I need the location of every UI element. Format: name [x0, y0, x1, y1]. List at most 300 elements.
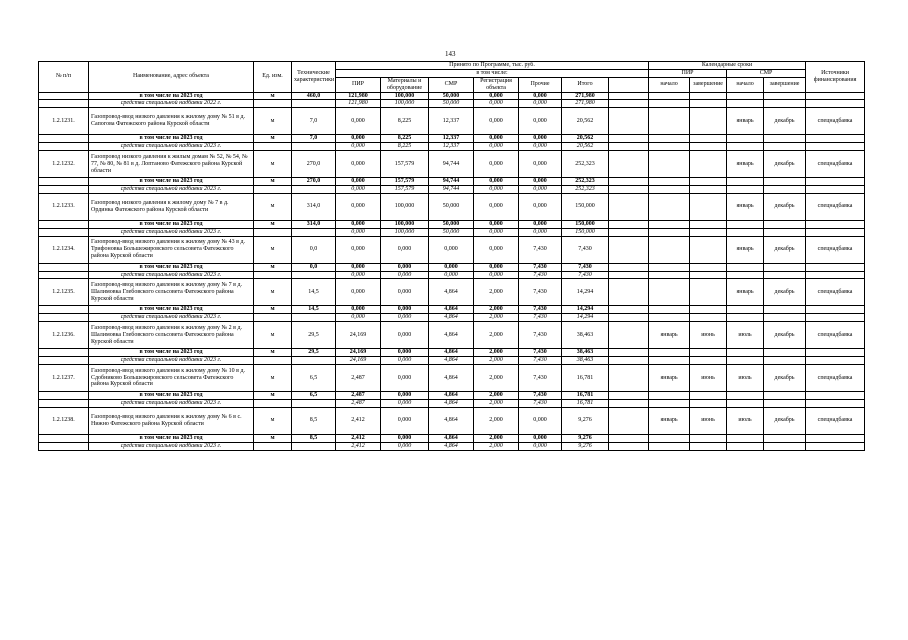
- total-cell: 7,430: [562, 271, 609, 279]
- pir-cell: 2,487: [336, 365, 381, 392]
- total-cell: 150,000: [562, 220, 609, 228]
- table-row-total: [39, 434, 865, 442]
- tech-cell: 7,0: [292, 108, 336, 135]
- other-cell: 0,000: [519, 108, 562, 135]
- tech-cell: [292, 143, 336, 151]
- year-total-label: в том числе на 2023 год: [89, 263, 254, 271]
- header-tech: Технические характеристики: [292, 62, 336, 93]
- blank-cell: [649, 314, 690, 322]
- blank-cell: [727, 92, 764, 100]
- smr-end-cell: декабрь: [764, 108, 806, 135]
- blank-cell: [806, 392, 865, 400]
- other-cell: 0,000: [519, 178, 562, 186]
- blank-cell: [690, 220, 727, 228]
- blank-cell: [764, 92, 806, 100]
- header-smr-end: завершение: [764, 77, 806, 92]
- blank-cell: [690, 306, 727, 314]
- blank-cell: [764, 220, 806, 228]
- unit-cell: м: [254, 236, 292, 263]
- other-cell: 0,000: [519, 151, 562, 178]
- fund-label: средства специальной надбавки 2023 г.: [89, 314, 254, 322]
- blank-cell: [39, 143, 89, 151]
- total-cell: 16,781: [562, 399, 609, 407]
- blank-cell: [690, 92, 727, 100]
- table-row-total: [39, 392, 865, 400]
- blank-cell: [727, 392, 764, 400]
- unit-cell: [254, 314, 292, 322]
- reg-cell: 0,000: [474, 178, 519, 186]
- reg-cell: 2,000: [474, 434, 519, 442]
- smr-cell: 4,864: [429, 314, 474, 322]
- reg-cell: 2,000: [474, 392, 519, 400]
- total-cell: 14,294: [562, 314, 609, 322]
- reg-cell: 2,000: [474, 279, 519, 306]
- blank-cell: [727, 178, 764, 186]
- blank-cell: [764, 306, 806, 314]
- total-cell: 150,000: [562, 193, 609, 220]
- object-name: Газопровод-ввод низкого давления к жилому дому № 7 в д. Шалимовка Глебовского сельсовета Фатежского района Курской области: [89, 279, 254, 306]
- year-total-label: в том числе на 2023 год: [89, 178, 254, 186]
- blank-cell: [806, 263, 865, 271]
- tech-cell: [292, 228, 336, 236]
- other-cell: 7,430: [519, 279, 562, 306]
- header-calendar: Календарные сроки: [649, 62, 806, 70]
- blank-cell: [649, 220, 690, 228]
- smr-cell: 4,864: [429, 365, 474, 392]
- table-header: [39, 62, 865, 93]
- table-row-sub: [39, 100, 865, 108]
- header-pir: ПИР: [336, 77, 381, 92]
- unit-cell: м: [254, 108, 292, 135]
- pir-cell: 0,000: [336, 228, 381, 236]
- blank-cell: [39, 314, 89, 322]
- blank-cell: [649, 357, 690, 365]
- unit-cell: [254, 186, 292, 194]
- blank-cell: [39, 220, 89, 228]
- unit-cell: м: [254, 220, 292, 228]
- table-row-total: [39, 306, 865, 314]
- pir-cell: 2,412: [336, 434, 381, 442]
- reg-cell: 2,000: [474, 314, 519, 322]
- blank-cell: [39, 100, 89, 108]
- blank-cell: [609, 322, 649, 349]
- header-cost-group: Принято по Программе, тыс. руб.: [336, 62, 649, 70]
- blank-cell: [727, 349, 764, 357]
- unit-cell: м: [254, 365, 292, 392]
- blank-cell: [764, 392, 806, 400]
- tech-cell: 314,0: [292, 220, 336, 228]
- tech-cell: 270,0: [292, 151, 336, 178]
- table-row-sub: [39, 186, 865, 194]
- pir-cell: 24,169: [336, 322, 381, 349]
- blank-cell: [39, 271, 89, 279]
- blank-cell: [727, 357, 764, 365]
- smr-cell: 94,744: [429, 178, 474, 186]
- blank-cell: [727, 143, 764, 151]
- blank-cell: [609, 100, 649, 108]
- blank-cell: [727, 442, 764, 450]
- tech-cell: [292, 399, 336, 407]
- smr-cell: 4,864: [429, 399, 474, 407]
- header-name: Наименование, адрес объекта: [89, 62, 254, 93]
- header-source: Источники финансирования: [806, 62, 865, 93]
- tech-cell: 14,5: [292, 306, 336, 314]
- other-cell: 7,430: [519, 271, 562, 279]
- page-number: 143: [445, 50, 456, 58]
- blank-cell: [609, 263, 649, 271]
- unit-cell: [254, 143, 292, 151]
- unit-cell: [254, 271, 292, 279]
- reg-cell: 0,000: [474, 151, 519, 178]
- smr-cell: 4,864: [429, 322, 474, 349]
- row-number: 1.2.1234.: [39, 236, 89, 263]
- blank-cell: [806, 178, 865, 186]
- blank-cell: [39, 357, 89, 365]
- blank-cell: [649, 399, 690, 407]
- blank-cell: [609, 407, 649, 434]
- blank-cell: [764, 314, 806, 322]
- smr-cell: 0,000: [429, 263, 474, 271]
- fund-label: средства специальной надбавки 2023 г.: [89, 271, 254, 279]
- object-name: Газопровод-ввод низкого давления к жилому дому № 6 в с. Нижно Фатежского района Курской области: [89, 407, 254, 434]
- pir-end-cell: [690, 151, 727, 178]
- tech-cell: 0,0: [292, 236, 336, 263]
- row-number: 1.2.1237.: [39, 365, 89, 392]
- blank-cell: [649, 263, 690, 271]
- mat-cell: 8,225: [381, 108, 429, 135]
- total-cell: 20,562: [562, 143, 609, 151]
- smr-cell: 4,864: [429, 392, 474, 400]
- source-cell: спецнадбавка: [806, 407, 865, 434]
- pir-cell: 0,000: [336, 151, 381, 178]
- source-cell: спецнадбавка: [806, 236, 865, 263]
- other-cell: 7,430: [519, 236, 562, 263]
- blank-cell: [727, 306, 764, 314]
- blank-cell: [649, 135, 690, 143]
- pir-end-cell: [690, 236, 727, 263]
- smr-cell: 12,337: [429, 143, 474, 151]
- tech-cell: 6,5: [292, 365, 336, 392]
- blank-cell: [39, 392, 89, 400]
- blank-cell: [39, 135, 89, 143]
- header-blank: [609, 77, 649, 92]
- pir-end-cell: [690, 108, 727, 135]
- other-cell: 0,000: [519, 92, 562, 100]
- blank-cell: [764, 357, 806, 365]
- smr-start-cell: январь: [727, 151, 764, 178]
- pir-start-cell: [649, 279, 690, 306]
- mat-cell: 0,000: [381, 306, 429, 314]
- smr-cell: 4,864: [429, 306, 474, 314]
- pir-start-cell: [649, 108, 690, 135]
- mat-cell: 0,000: [381, 357, 429, 365]
- blank-cell: [609, 151, 649, 178]
- table-row-sub: [39, 271, 865, 279]
- table-row-sub: [39, 442, 865, 450]
- total-cell: 252,323: [562, 151, 609, 178]
- pir-cell: 0,000: [336, 279, 381, 306]
- other-cell: 7,430: [519, 322, 562, 349]
- unit-cell: м: [254, 178, 292, 186]
- unit-cell: м: [254, 322, 292, 349]
- table-row-item: [39, 193, 865, 220]
- blank-cell: [609, 186, 649, 194]
- blank-cell: [690, 349, 727, 357]
- table-row-sub: [39, 314, 865, 322]
- smr-cell: 50,000: [429, 220, 474, 228]
- total-cell: 150,000: [562, 228, 609, 236]
- other-cell: 7,430: [519, 392, 562, 400]
- row-number: 1.2.1238.: [39, 407, 89, 434]
- blank-cell: [39, 434, 89, 442]
- fund-label: средства специальной надбавки 2023 г.: [89, 228, 254, 236]
- blank-cell: [690, 392, 727, 400]
- total-cell: 16,781: [562, 365, 609, 392]
- mat-cell: 100,000: [381, 228, 429, 236]
- header-materials: Материалы и оборудование: [381, 77, 429, 92]
- reg-cell: 2,000: [474, 357, 519, 365]
- blank-cell: [609, 349, 649, 357]
- mat-cell: 0,000: [381, 263, 429, 271]
- row-number: 1.2.1232.: [39, 151, 89, 178]
- blank-cell: [690, 442, 727, 450]
- blank-cell: [649, 271, 690, 279]
- blank-cell: [727, 135, 764, 143]
- table-row-sub: [39, 357, 865, 365]
- row-number: 1.2.1236.: [39, 322, 89, 349]
- mat-cell: 0,000: [381, 392, 429, 400]
- reg-cell: 0,000: [474, 228, 519, 236]
- blank-cell: [690, 143, 727, 151]
- smr-start-cell: январь: [727, 108, 764, 135]
- mat-cell: 0,000: [381, 407, 429, 434]
- blank-cell: [727, 263, 764, 271]
- blank-cell: [39, 178, 89, 186]
- mat-cell: 157,579: [381, 151, 429, 178]
- source-cell: спецнадбавка: [806, 193, 865, 220]
- unit-cell: м: [254, 151, 292, 178]
- total-cell: 9,276: [562, 442, 609, 450]
- other-cell: 7,430: [519, 314, 562, 322]
- total-cell: 252,323: [562, 186, 609, 194]
- source-cell: спецнадбавка: [806, 151, 865, 178]
- unit-cell: м: [254, 263, 292, 271]
- blank-cell: [609, 135, 649, 143]
- blank-cell: [806, 271, 865, 279]
- blank-cell: [609, 220, 649, 228]
- total-cell: 38,463: [562, 349, 609, 357]
- smr-start-cell: январь: [727, 236, 764, 263]
- total-cell: 20,562: [562, 135, 609, 143]
- pir-start-cell: [649, 236, 690, 263]
- other-cell: 0,000: [519, 220, 562, 228]
- year-total-label: в том числе на 2023 год: [89, 135, 254, 143]
- blank-cell: [806, 92, 865, 100]
- table-row-total: [39, 349, 865, 357]
- source-cell: спецнадбавка: [806, 108, 865, 135]
- blank-cell: [609, 279, 649, 306]
- object-name: Газопровод-ввод низкого давления к жилому дому № 10 в д. Сдобниково Большежировского сельсовета Фатежского района Курской области: [89, 365, 254, 392]
- tech-cell: [292, 314, 336, 322]
- table-body: [39, 92, 865, 450]
- fund-label: средства специальной надбавки 2023 г.: [89, 186, 254, 194]
- reg-cell: 0,000: [474, 92, 519, 100]
- header-smr-start: начало: [727, 77, 764, 92]
- blank-cell: [764, 399, 806, 407]
- blank-cell: [649, 143, 690, 151]
- smr-cell: 94,744: [429, 186, 474, 194]
- blank-cell: [764, 186, 806, 194]
- tech-cell: 7,0: [292, 135, 336, 143]
- table-row-item: [39, 407, 865, 434]
- blank-cell: [609, 271, 649, 279]
- blank-cell: [806, 186, 865, 194]
- blank-cell: [649, 306, 690, 314]
- blank-cell: [764, 349, 806, 357]
- fund-label: средства специальной надбавки 2023 г.: [89, 399, 254, 407]
- pir-cell: 0,000: [336, 178, 381, 186]
- header-cal-pir: ПИР: [649, 69, 727, 77]
- blank-cell: [764, 434, 806, 442]
- header-cal-smr: СМР: [727, 69, 806, 77]
- pir-cell: 0,000: [336, 271, 381, 279]
- blank-cell: [609, 434, 649, 442]
- blank-cell: [609, 178, 649, 186]
- header-smr: СМР: [429, 77, 474, 92]
- pir-cell: 0,000: [336, 263, 381, 271]
- mat-cell: 0,000: [381, 279, 429, 306]
- blank-cell: [690, 186, 727, 194]
- blank-cell: [39, 228, 89, 236]
- blank-cell: [649, 178, 690, 186]
- row-number: 1.2.1231.: [39, 108, 89, 135]
- blank-cell: [806, 357, 865, 365]
- unit-cell: [254, 442, 292, 450]
- pir-cell: 0,000: [336, 236, 381, 263]
- unit-cell: м: [254, 392, 292, 400]
- mat-cell: 0,000: [381, 236, 429, 263]
- blank-cell: [727, 228, 764, 236]
- total-cell: 14,294: [562, 306, 609, 314]
- blank-cell: [649, 100, 690, 108]
- fund-label: средства специальной надбавки 2023 г.: [89, 143, 254, 151]
- blank-cell: [690, 135, 727, 143]
- smr-end-cell: декабрь: [764, 365, 806, 392]
- blank-cell: [39, 92, 89, 100]
- unit-cell: [254, 100, 292, 108]
- smr-cell: 50,000: [429, 193, 474, 220]
- smr-cell: 4,864: [429, 434, 474, 442]
- header-pir-end: завершение: [690, 77, 727, 92]
- unit-cell: м: [254, 349, 292, 357]
- blank-cell: [806, 220, 865, 228]
- pir-end-cell: [690, 279, 727, 306]
- object-name: Газопровод-ввод низкого давления к жилому дому № 51 в д. Сапогова Фатежского района Курской области: [89, 108, 254, 135]
- pir-cell: 0,000: [336, 186, 381, 194]
- year-total-label: в том числе на 2023 год: [89, 434, 254, 442]
- fund-label: средства специальной надбавки 2023 г.: [89, 357, 254, 365]
- other-cell: 0,000: [519, 228, 562, 236]
- tech-cell: [292, 357, 336, 365]
- row-number: 1.2.1233.: [39, 193, 89, 220]
- object-name: Газопровод-ввод низкого давления к жилому дому № 43 в д. Трифоновка Большежировского сельсовета Фатежского района Курской области: [89, 236, 254, 263]
- tech-cell: 460,0: [292, 92, 336, 100]
- blank-cell: [806, 349, 865, 357]
- blank-cell: [690, 357, 727, 365]
- blank-cell: [690, 271, 727, 279]
- unit-cell: м: [254, 434, 292, 442]
- header-pir-start: начало: [649, 77, 690, 92]
- blank-cell: [764, 100, 806, 108]
- unit-cell: м: [254, 92, 292, 100]
- tech-cell: [292, 100, 336, 108]
- fund-label: средства специальной надбавки 2023 г.: [89, 442, 254, 450]
- table-row-item: [39, 279, 865, 306]
- smr-end-cell: декабрь: [764, 151, 806, 178]
- smr-cell: 4,864: [429, 407, 474, 434]
- smr-start-cell: январь: [727, 279, 764, 306]
- unit-cell: м: [254, 306, 292, 314]
- reg-cell: 2,000: [474, 322, 519, 349]
- total-cell: 271,980: [562, 92, 609, 100]
- table-row-item: [39, 236, 865, 263]
- blank-cell: [649, 442, 690, 450]
- tech-cell: 29,5: [292, 322, 336, 349]
- table-row-item: [39, 151, 865, 178]
- smr-cell: 4,864: [429, 279, 474, 306]
- tech-cell: 8,5: [292, 407, 336, 434]
- table-row-total: [39, 178, 865, 186]
- pir-end-cell: июнь: [690, 407, 727, 434]
- blank-cell: [806, 228, 865, 236]
- pir-cell: 0,000: [336, 314, 381, 322]
- pir-cell: 0,000: [336, 108, 381, 135]
- program-table: [38, 61, 865, 451]
- table-row-total: [39, 263, 865, 271]
- pir-cell: 2,412: [336, 407, 381, 434]
- tech-cell: 270,0: [292, 178, 336, 186]
- total-cell: 20,562: [562, 108, 609, 135]
- reg-cell: 0,000: [474, 193, 519, 220]
- unit-cell: [254, 357, 292, 365]
- source-cell: спецнадбавка: [806, 279, 865, 306]
- year-total-label: в том числе на 2023 год: [89, 220, 254, 228]
- blank-cell: [609, 442, 649, 450]
- blank-cell: [806, 314, 865, 322]
- pir-cell: 24,169: [336, 357, 381, 365]
- year-total-label: в том числе на 2023 год: [89, 392, 254, 400]
- total-cell: 7,430: [562, 263, 609, 271]
- blank-cell: [806, 442, 865, 450]
- blank-cell: [806, 306, 865, 314]
- table-row-item: [39, 322, 865, 349]
- blank-cell: [39, 186, 89, 194]
- pir-end-cell: [690, 193, 727, 220]
- blank-cell: [690, 100, 727, 108]
- blank-cell: [806, 434, 865, 442]
- blank-cell: [727, 399, 764, 407]
- pir-cell: 2,487: [336, 392, 381, 400]
- blank-cell: [727, 314, 764, 322]
- mat-cell: 157,579: [381, 186, 429, 194]
- unit-cell: м: [254, 135, 292, 143]
- total-cell: 14,294: [562, 279, 609, 306]
- source-cell: спецнадбавка: [806, 322, 865, 349]
- blank-cell: [609, 357, 649, 365]
- blank-cell: [609, 365, 649, 392]
- table-row-total: [39, 220, 865, 228]
- mat-cell: 0,000: [381, 365, 429, 392]
